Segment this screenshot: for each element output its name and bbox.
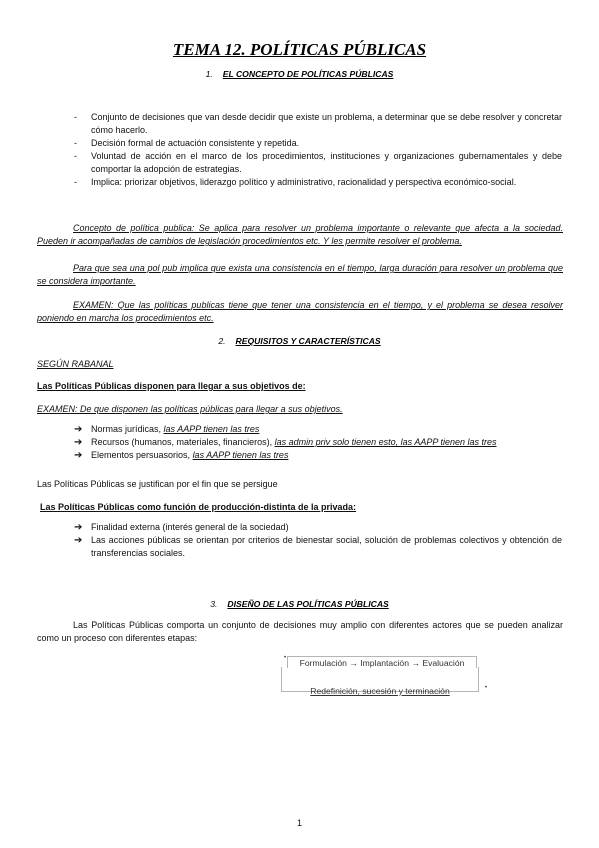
exam-paragraph: EXAMEN: Que las políticas publicas tiene que tener una consistencia en el tiempo, y el problema se desea resolver poniendo en marcha los procedimientos etc. [37,300,563,324]
consistency-paragraph: Para que sea una pol pub implica que exista una consistencia en el tiempo, larga duración para resolver un problema que se considera importante. [37,263,563,287]
page-title: TEMA 12. POLÍTICAS PÚBLICAS [172,40,427,59]
section-number: 1. [205,69,213,79]
list-item: - Conjunto de decisiones que van desde decidir que existe un problema, a determinar que se debe resolver y concretar cómo hacerlo. [74,112,562,136]
list-item: ➔ Normas jurídicas, las AAPP tienen las tres [91,423,562,436]
production-heading: Las Políticas Públicas como función de producción-distinta de la privada: [40,502,357,512]
list-item: - Implica: priorizar objetivos, liderazgo político y administrativo, racionalidad y perspectiva económico-social. [74,177,517,188]
arrow-icon: ➔ [74,437,83,449]
section-2-heading [0,335,599,347]
objectives-heading: Las Políticas Públicas disponen para llegar a sus objetivos de: [37,381,306,391]
list-item: ➔ Recursos (humanos, materiales, financieros), las admin priv solo tienen esto, las AAPP tienen las tres [91,436,562,449]
section-number: 3. [210,599,218,609]
justification-text: Las Políticas Públicas se justifican por el fin que se persigue [37,479,278,489]
list-item: - Voluntad de acción en el marco de los procedimientos, instituciones y organizaciones gubernamentales y debe comportar la adopción de estrategias. [74,151,562,175]
section-title: REQUISITOS Y CARACTERÍSTICAS [235,336,381,346]
list-item: ➔ Finalidad externa (interés general de la sociedad) [91,521,562,534]
section-number: 2. [218,336,226,346]
list-item: ➔ Elementos persuasorios, las AAPP tienen las tres [91,449,562,462]
arrow-icon: ➔ [74,535,83,547]
list-item: - Decisión formal de actuación consistente y repetida. [74,138,300,149]
flow-stages: Formulación → Implantación → Evaluación [299,658,465,668]
exam-question: EXAMEN: De que disponen las políticas públicas para llegar a sus objetivos. [37,404,343,414]
section-3-heading [0,598,599,610]
section-title: EL CONCEPTO DE POLÍTICAS PÚBLICAS [222,69,394,79]
list-item: ➔ Las acciones públicas se orientan por criterios de bienestar social, solución de problemas colectivos y obtención de transferencias sociales. [74,535,562,559]
flow-redefinition: Redefinición, sucesión y terminación [310,686,450,696]
production-arrow-list [74,521,562,560]
concept-bullet-list [74,111,562,189]
section-title: DISEÑO DE LAS POLÍTICAS PÚBLICAS [227,599,389,609]
flow-dot-icon: • [284,655,287,661]
resources-arrow-list [74,423,562,462]
concept-paragraph: Concepto de política publica: Se aplica para resolver un problema importante o relevante que afecta a la sociedad. Pueden ir acompañadas de cambios de legislación procedimientos etc. Y les permite resolver el problema. [37,223,563,247]
author-label: SEGÚN RABANAL [37,359,114,369]
page-number: 1 [296,818,302,828]
flow-dot-icon: • [485,685,488,691]
design-paragraph: Las Políticas Públicas comporta un conjunto de decisiones muy amplio con diferentes actores que se pueden analizar como un proceso con diferentes etapas: [37,620,563,644]
section-1-heading [0,68,599,80]
arrow-icon: ➔ [74,522,83,533]
arrow-icon: ➔ [74,424,83,435]
arrow-icon: ➔ [74,450,83,462]
